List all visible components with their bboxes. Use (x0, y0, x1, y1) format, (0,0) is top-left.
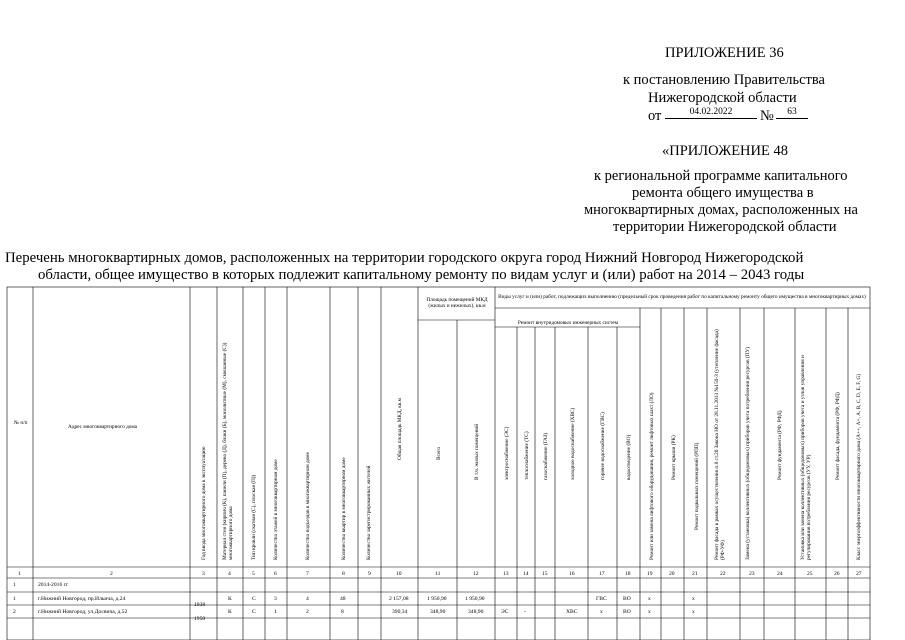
program-line-3: многоквартирных домах, расположенных на (584, 202, 858, 218)
row-area-all: 1 950,90 (427, 596, 447, 602)
colnum-19: 19 (647, 571, 653, 577)
row-num: 2 (13, 609, 16, 615)
colnum-23: 23 (749, 571, 755, 577)
col-header-floors: Количество этажей в многоквартирном доме (273, 459, 279, 560)
row-roof: С (252, 609, 256, 615)
row-hvs: ХВС (566, 609, 578, 615)
colnum-20: 20 (669, 571, 675, 577)
row-address: г.Нижний Новгород, пр.Ильича, д.24 (38, 596, 126, 602)
row-entrances: 2 (306, 609, 309, 615)
col-header-heat: теплоснабжение (ТС) (524, 431, 530, 480)
row-lo: х (648, 596, 651, 602)
col-header-num: № п/п (14, 420, 28, 426)
row-lo: х (648, 609, 651, 615)
col-header-total-area: Общая площадь МКД, кв.м (397, 398, 403, 460)
row-ts: - (524, 609, 526, 615)
row-apartments: 8 (341, 609, 344, 615)
doc-title-line-2: области, общее имущество в которых подлежит капитальному ремонту по видам услуг и (или) работ на 2014 – 2043 годы (38, 267, 805, 283)
row-total-area: 2 157,08 (389, 596, 409, 602)
row-vo: ВО (623, 596, 631, 602)
col-header-elevators: Ремонт или замена лифтового оборудования, ремонт лифтовых шахт (ЛО) (649, 392, 655, 560)
col-header-facade: Ремонт фундамента (РФ, РФД) (777, 410, 783, 480)
colnum-4: 4 (228, 571, 231, 577)
col-header-residents: Количество зарегистрированных жителей (366, 465, 372, 560)
col-header-gas: газоснабжение (ГАЗ) (543, 432, 549, 480)
col-header-basement: Ремонт подвальных помещений (РПП) (694, 442, 700, 530)
row-vo: ВО (623, 609, 631, 615)
colnum-27: 27 (856, 571, 862, 577)
decree-line-1: к постановлению Правительства (623, 72, 825, 88)
group-row-label: 2014-2016 гг (38, 582, 69, 588)
program-line-2: ремонта общего имущества в (632, 185, 814, 201)
col-header-facade-part: Ремонт фасада в рамках осуществления п.8 ст.20 Закона НО от 28.11.2013 №159-З (утепление фасада) (РФ-УФ) (714, 329, 727, 560)
row-roof: С (252, 596, 256, 602)
col-header-hot-water: горячее водоснабжение (ГВС) (600, 412, 606, 480)
colnum-24: 24 (777, 571, 783, 577)
row-address: г.Нижний Новгород, ул.Досвича, д.52 (38, 609, 128, 615)
row-floors: 3 (274, 596, 277, 602)
col-header-wall-material: Материал стен (кирпич (К), панели (П), дерево (Д), блоки (Б), монолитные (М), смешанные (С)) многоквартирного дома (222, 342, 235, 560)
colnum-18: 18 (625, 571, 631, 577)
colnum-15: 15 (542, 571, 548, 577)
colnum-11: 11 (435, 571, 441, 577)
group-row-num: 1 (13, 582, 16, 588)
row-wall: К (228, 596, 232, 602)
row-year: 1938 (194, 602, 206, 608)
row-floors: 1 (274, 609, 277, 615)
number-label: № (760, 108, 774, 124)
row-apartments: 48 (340, 596, 346, 602)
row-year: 1950 (194, 616, 206, 622)
decree-line-2: Нижегородской области (648, 90, 797, 106)
col-header-sewer: водоотведение (ВО) (626, 434, 632, 480)
colnum-3: 3 (202, 571, 205, 577)
col-header-entrances: Количество подъездов в многоквартирном доме (305, 451, 311, 560)
col-header-electricity: электроснабжение (ЭС) (504, 426, 510, 480)
colnum-25: 25 (807, 571, 813, 577)
col-header-foundation: Ремонт фасада, фундамента (РФ, РФД) (835, 392, 841, 480)
col-header-premises-area: Площадь помещений МКД (жилых и нежилых), кв.м (426, 297, 488, 309)
col-header-roof-type: Тип кровли (скатная (С), плоская (П)) (251, 474, 257, 560)
program-line-4: территории Нижегородской области (613, 219, 837, 235)
colnum-12: 12 (473, 571, 479, 577)
col-header-works-group: Виды услуг и (или) работ, подлежащих выполнению (предельный срок проведения работ по капитальному ремонту общего имущества в многоквартирных домах) (498, 294, 866, 300)
row-rpp: х (692, 609, 695, 615)
colnum-16: 16 (569, 571, 575, 577)
colnum-6: 6 (274, 571, 277, 577)
colnum-5: 5 (252, 571, 255, 577)
colnum-7: 7 (306, 571, 309, 577)
row-rpp: х (692, 596, 695, 602)
col-header-address: Адрес многоквартирного дома (68, 424, 137, 430)
colnum-8: 8 (342, 571, 345, 577)
from-label: от (648, 108, 662, 124)
col-header-apartments: Количество квартир в многоквартирном доме (341, 457, 347, 560)
col-header-control-nodes: Установка или замена коллективных (общедомовых) приборов учета и узлов управления и регулирования потребления ресурсов (УУ, УР) (800, 355, 813, 560)
colnum-2: 2 (110, 571, 113, 577)
doc-title-line-1: Перечень многоквартирных домов, расположенных на территории городского округа город Нижний Новгород Нижегородской (5, 250, 804, 266)
colnum-1: 1 (18, 571, 21, 577)
program-line-1: к региональной программе капитального (594, 168, 848, 184)
colnum-10: 10 (396, 571, 402, 577)
colnum-9: 9 (368, 571, 371, 577)
col-header-year: Год ввода многоквартирного дома в эксплуатацию (201, 446, 207, 560)
appendix-2-title: «ПРИЛОЖЕНИЕ 48 (662, 143, 788, 159)
col-header-energy-class: Класс энергоэффективности многоквартирного дома (А++, А+, А, B, C, D, E, F, G) (856, 373, 862, 560)
col-header-meters: Замена (установка) коллективных (общедомовых) приборов учета потребления ресурсов (ПУ) (745, 346, 751, 560)
col-header-cold-water: холодное водоснабжение (ХВС) (570, 407, 576, 480)
col-header-roof: Ремонт крыши (РК) (671, 435, 677, 480)
row-es: ЭС (501, 609, 509, 615)
colnum-13: 13 (503, 571, 509, 577)
col-header-area-residential: В т.ч. жилых помещений (474, 423, 480, 480)
row-area-res: 1 950,90 (465, 596, 485, 602)
col-header-systems-group: Ремонт внутридомовых инженерных систем (517, 320, 619, 326)
colnum-26: 26 (834, 571, 840, 577)
colnum-14: 14 (523, 571, 529, 577)
appendix-title: ПРИЛОЖЕНИЕ 36 (665, 45, 784, 61)
decree-number: 63 (776, 106, 808, 119)
row-entrances: 4 (306, 596, 309, 602)
colnum-21: 21 (692, 571, 698, 577)
decree-date: 04.02.2022 (665, 106, 757, 119)
row-gvs: ГВС (596, 596, 607, 602)
row-wall: К (228, 609, 232, 615)
colnum-22: 22 (720, 571, 726, 577)
colnum-17: 17 (599, 571, 605, 577)
col-header-area-all: Всего (436, 447, 442, 460)
row-area-all: 348,90 (430, 609, 446, 615)
row-gvs: х (600, 609, 603, 615)
row-total-area: 390,34 (392, 609, 408, 615)
row-num: 1 (13, 596, 16, 602)
row-area-res: 348,90 (468, 609, 484, 615)
